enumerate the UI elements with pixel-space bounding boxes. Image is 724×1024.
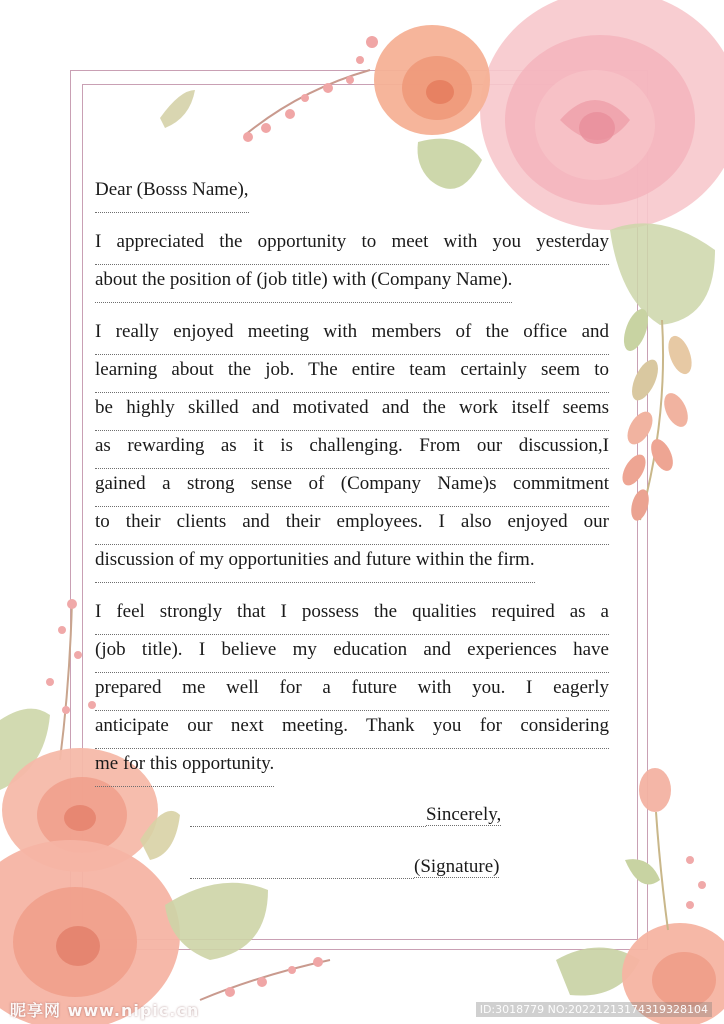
signature-text: (Signature): [414, 856, 500, 877]
paragraph-1: [95, 227, 609, 303]
berry-sprig-top: [243, 36, 378, 142]
text-line: I feel strongly that I possess the qualities required as a: [95, 597, 609, 635]
closing-text: Sincerely,: [426, 804, 502, 825]
signature-dotted-line: [190, 856, 414, 879]
hanging-stem-right: [618, 306, 697, 523]
text-line: be highly skilled and motivated and the work itself seems: [95, 393, 609, 431]
text-line: gained a strong sense of (Company Name)s commitment: [95, 469, 609, 507]
text-line: I appreciated the opportunity to meet with you yesterday: [95, 227, 609, 265]
leaf-small-top: [160, 90, 195, 128]
salutation: Dear (Bosss Name),: [95, 175, 249, 213]
closing-dotted-line: [190, 804, 426, 827]
paragraph-3: [95, 597, 609, 787]
text-line: learning about the job. The entire team certainly seem to: [95, 355, 609, 393]
text-line: prepared me well for a future with you. I eagerly: [95, 673, 609, 711]
text-line: to their clients and their employees. I also enjoyed our: [95, 507, 609, 545]
letter-body: [95, 175, 609, 787]
text-line: as rewarding as it is challenging. From our discussion,I: [95, 431, 609, 469]
signature-row: [190, 852, 499, 882]
text-line: discussion of my opportunities and future within the firm.: [95, 545, 535, 583]
watermark-bar: [0, 994, 724, 1024]
text-line: me for this opportunity.: [95, 749, 274, 787]
watermark-logo: 昵享网 www.nipic.cn: [10, 1001, 200, 1020]
text-line: anticipate our next meeting. Thank you for considering: [95, 711, 609, 749]
sprig-left: [46, 599, 96, 760]
text-line: I really enjoyed meeting with members of the office and: [95, 317, 609, 355]
rose-bottom-right: [556, 768, 724, 1024]
closing-row: [190, 800, 501, 830]
text-line: about the position of (job title) with (Company Name).: [95, 265, 512, 303]
leaf-right: [610, 223, 715, 325]
text-line: (job title). I believe my education and experiences have: [95, 635, 609, 673]
leaf-bottom-left: [165, 883, 268, 960]
watermark-id: ID:3018779 NO:20221213174319328104: [476, 1002, 712, 1017]
paragraph-2: [95, 317, 609, 583]
rose-top-peach: [374, 25, 490, 135]
